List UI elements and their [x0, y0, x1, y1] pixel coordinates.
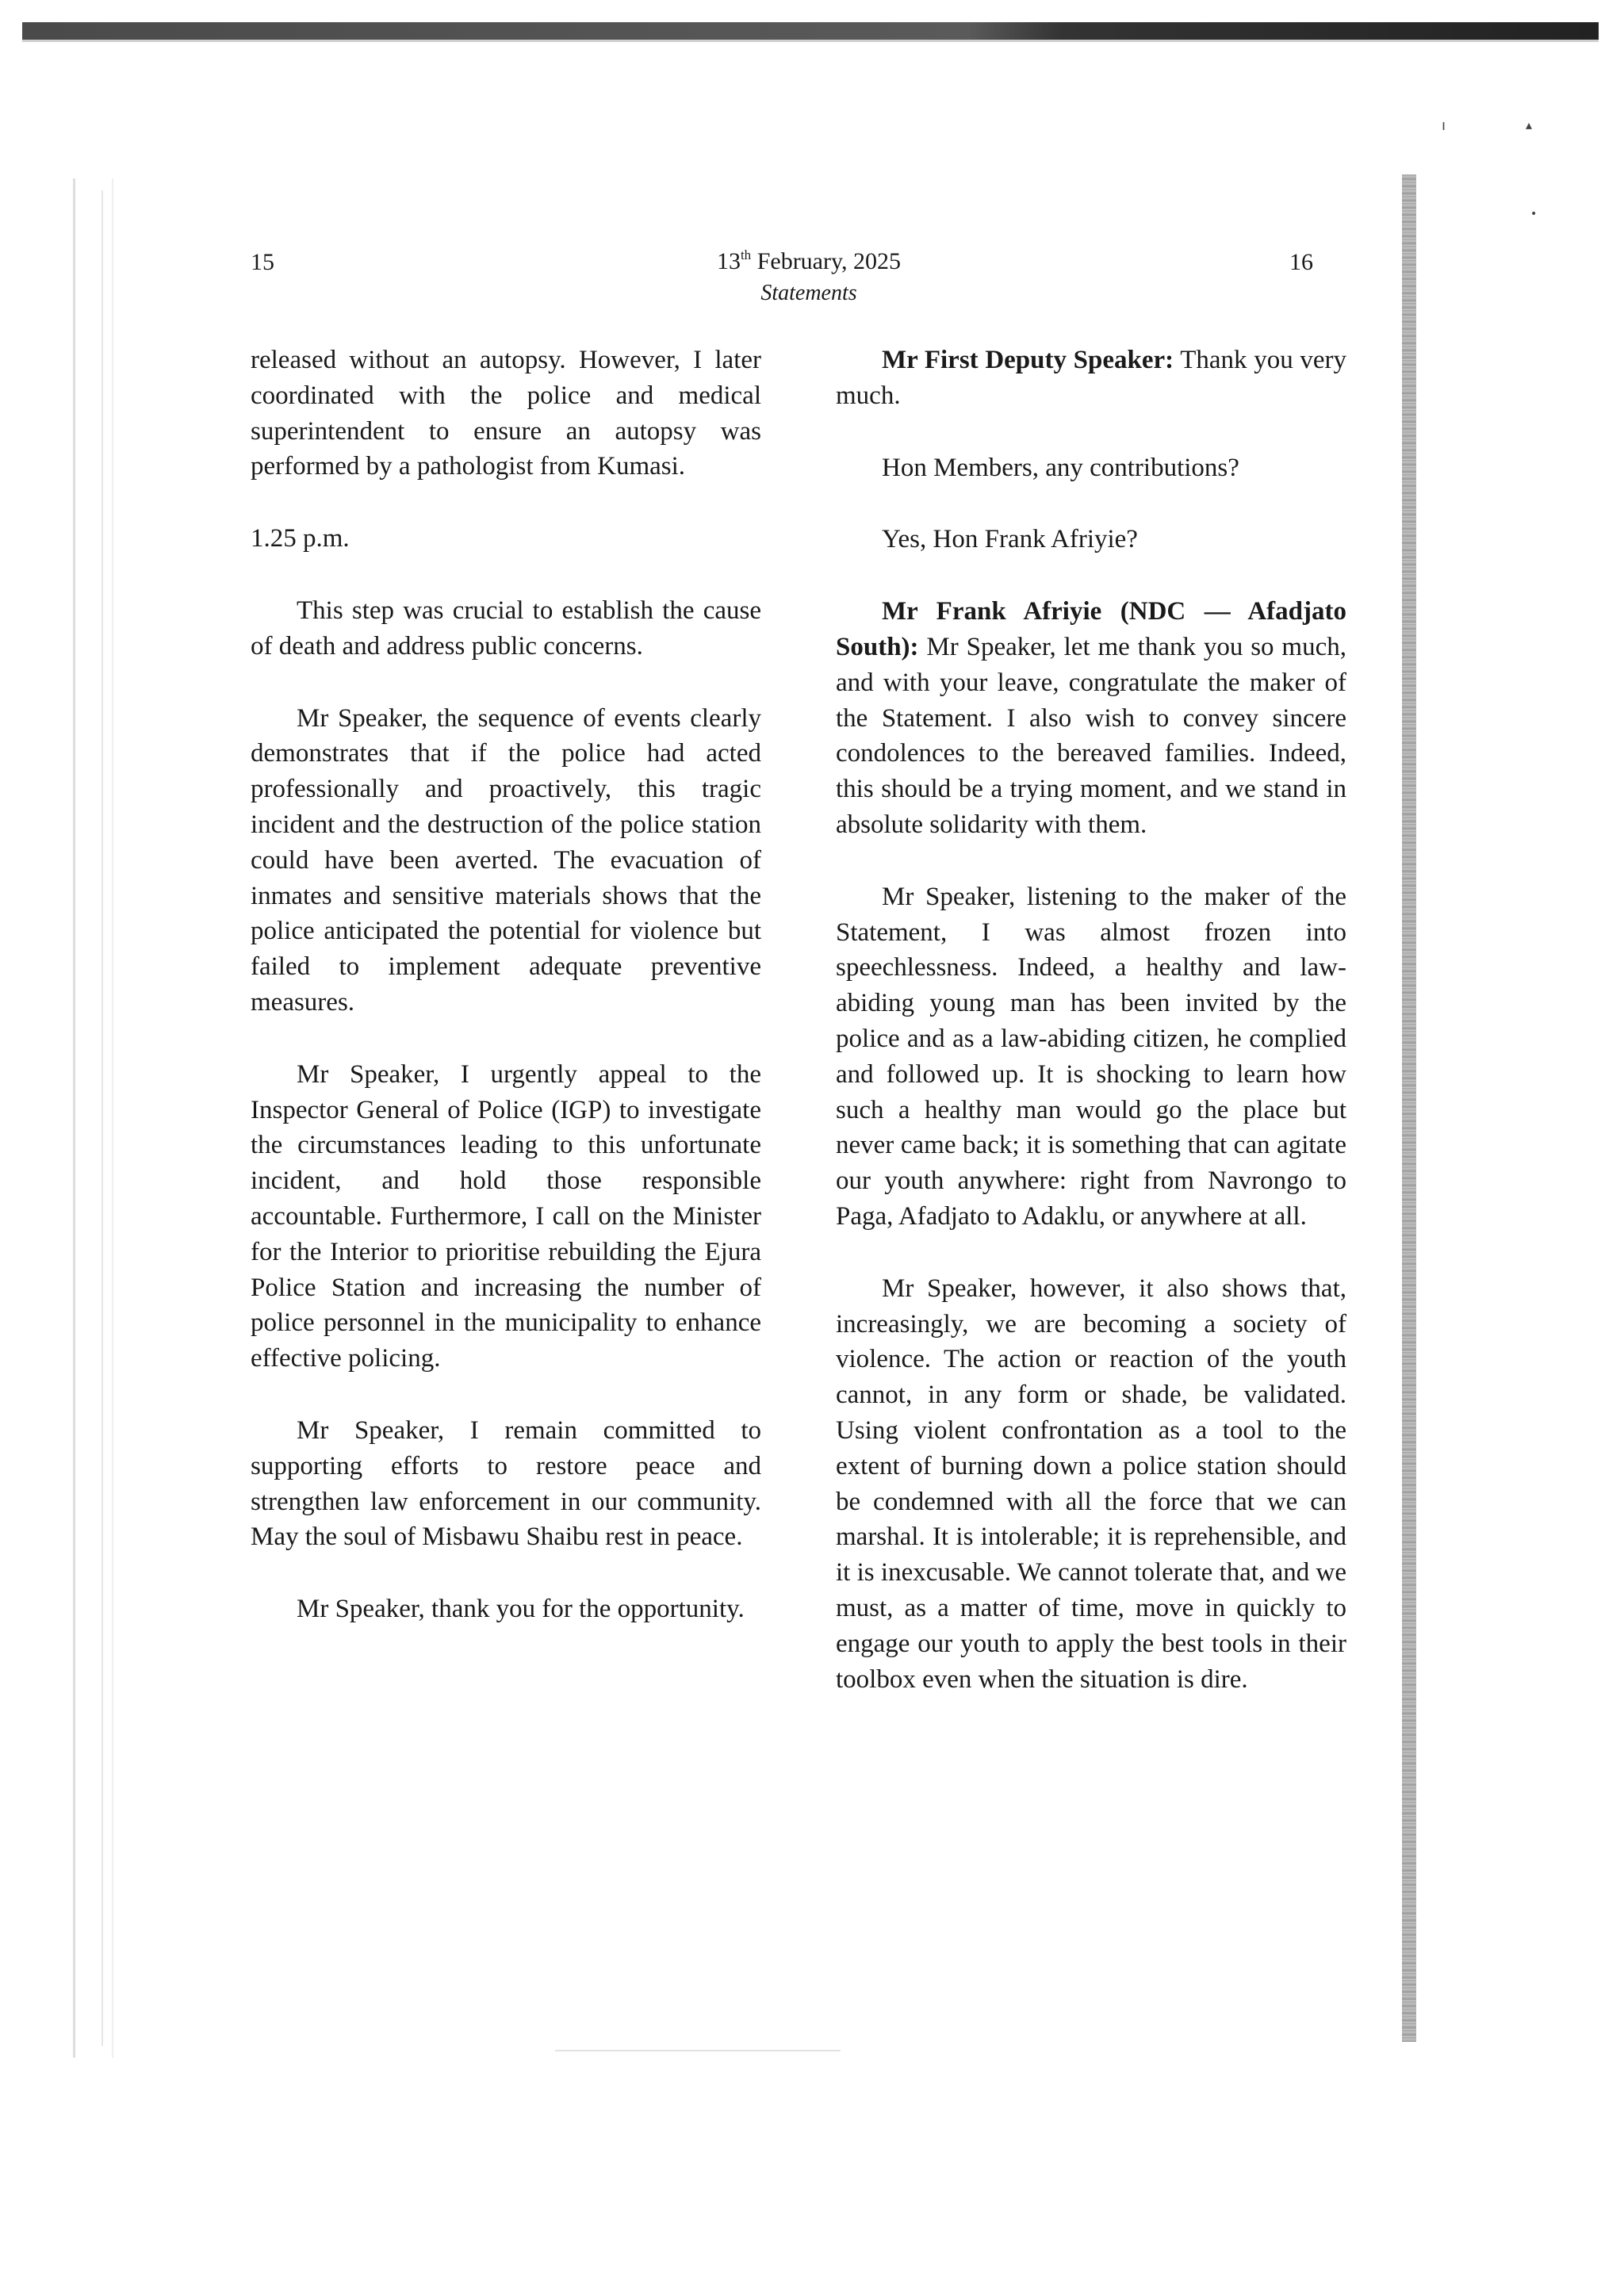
speaker-paragraph — [836, 594, 1346, 843]
scan-speck: • — [1530, 208, 1538, 220]
speaker-paragraph — [836, 343, 1346, 414]
scan-left-page-edge-inner — [102, 190, 103, 2046]
date-day: 13 — [716, 248, 741, 274]
date-suffix: th — [740, 247, 752, 262]
scan-bottom-rule — [555, 2050, 841, 2051]
right-column — [836, 343, 1346, 1733]
scan-left-page-edge — [73, 178, 113, 2058]
scan-speck: ▴ — [1526, 117, 1533, 132]
paragraph: Mr Speaker, however, it also shows that, increasingly, we are becoming a society of violence. The action or reaction of the youth cannot, in any form or shade, be validated. Using violent confrontation as a tool to the extent of burning down a police station should be condemned with all the force that we can marshal. It is intolerable; it is reprehensible, and it is inexcusable. We cannot tolerate that, and we must, as a matter of time, move in quickly to engage our youth to apply the best tools in their toolbox even when the situation is dire. — [836, 1273, 1346, 1694]
time-stamp: 1.25 p.m. — [251, 524, 350, 553]
speaker-name: Mr First Deputy Speaker: — [882, 346, 1174, 374]
left-column — [251, 343, 761, 1664]
scan-top-bar — [22, 22, 1599, 40]
speaker-text: Thank you very much. — [836, 346, 1346, 410]
paragraph: Hon Members, any contributions? — [882, 453, 1239, 482]
paragraph: Mr Speaker, I remain committed to supporting efforts to restore peace and strengthen law enforcement in our community. May the soul of Misbawu Shaibu rest in peace. — [251, 1415, 761, 1552]
page-number-right: 16 — [1289, 249, 1313, 275]
page-number-left: 15 — [251, 249, 274, 275]
scan-speck: ı — [1442, 117, 1446, 134]
paragraph: released without an autopsy. However, I later coordinated with the police and medical superintendent to ensure an autopsy was performed by a pathologist from Kumasi. — [251, 346, 761, 481]
paragraph: Mr Speaker, the sequence of events clearly demonstrates that if the police had acted professionally and proactively, this tragic incident and the destruction of the police station could have been averted. The evacuation of inmates and sensitive materials shows that the police anticipated the potential for violence but failed to implement adequate preventive measures. — [251, 703, 761, 1017]
scan-top-bar-shadow — [22, 40, 1599, 42]
header-date — [650, 247, 967, 275]
paragraph: This step was crucial to establish the cause of death and address public concerns. — [251, 596, 761, 661]
speaker-name: Mr Frank Afriyie (NDC — Afadjato South): — [836, 597, 1346, 661]
paragraph: Yes, Hon Frank Afriyie? — [882, 525, 1138, 554]
paragraph: Mr Speaker, I urgently appeal to the Inspector General of Police (IGP) to investigate the circumstances leading to this unfortunate incident, and hold those responsible accountable. Furthermore, I call on the Minister for the Interior to prioritise rebuilding the Ejura Police Station and increasing the number of police personnel in the municipality to enhance effective policing. — [251, 1059, 761, 1373]
date-month-year: February, 2025 — [751, 248, 902, 274]
speaker-text: Mr Speaker, let me thank you so much, and with your leave, congratulate the maker of the Statement. I also wish to convey sincere condolences to the bereaved families. Indeed, this should be a trying moment, and we stand in absolute solidarity with them. — [836, 632, 1346, 839]
header-section-title: Statements — [760, 281, 857, 305]
paragraph: Mr Speaker, thank you for the opportunity. — [297, 1595, 745, 1624]
paragraph: Mr Speaker, listening to the maker of the Statement, I was almost frozen into speechlessness. Indeed, a healthy and law-abiding young man has been invited by the police and as a law-abiding citizen, he complied and followed up. It is shocking to learn how such a healthy man would go the place but never came back; it is something that can agitate our youth anywhere: right from Navrongo to Paga, Afadjato to Adaklu, or anywhere at all. — [836, 882, 1346, 1231]
scan-right-page-edge — [1402, 174, 1416, 2042]
